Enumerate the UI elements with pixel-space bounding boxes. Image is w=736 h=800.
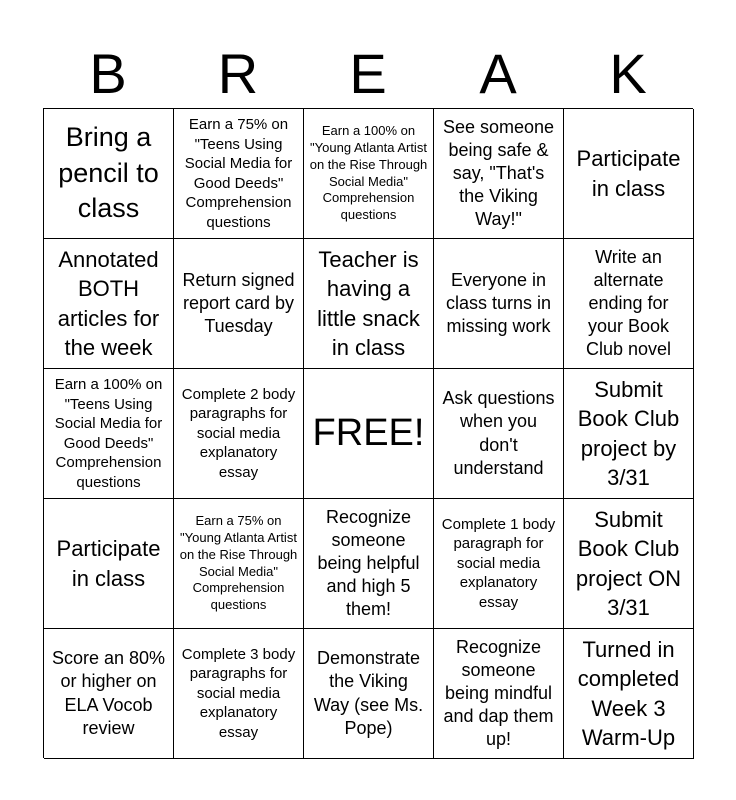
cell-text: Write an alternate ending for your Book Club novel [585,246,672,360]
cell-text: Demonstrate the Viking Way (see Ms. Pope) [313,648,424,738]
cell-text: Score an 80% or higher on ELA Vocob review [51,648,166,738]
cell-text: Return signed report card by Tuesday [182,269,295,337]
bingo-cell[interactable] [304,629,434,759]
cell-text: Complete 3 body paragraphs for social media explanatory essay [181,645,296,741]
cell-text: Turned in completed Week 3 Warm-Up [577,637,680,750]
cell-text: Submit Book Club project ON 3/31 [575,507,682,620]
bingo-cell[interactable] [434,109,564,239]
bingo-cell[interactable] [174,239,304,369]
bingo-cell[interactable] [174,499,304,629]
header-letter-a: A [479,42,517,105]
cell-text: Everyone in class turns in missing work [445,269,552,337]
header-letter-k: K [609,42,647,105]
bingo-cell[interactable] [434,629,564,759]
header-letter-b: B [89,42,127,105]
cell-text: Earn a 100% on "Teens Using Social Media for Good Deeds" Comprehension questions [54,376,163,491]
cell-text: Submit Book Club project by 3/31 [577,377,680,490]
bingo-cell[interactable] [564,239,694,369]
cell-text: Earn a 75% on "Teens Using Social Media for Good Deeds" Comprehension questions [184,116,293,231]
cell-text: Bring a pencil to class [58,121,159,224]
bingo-cell[interactable] [174,369,304,499]
bingo-cell[interactable] [304,239,434,369]
bingo-cell[interactable] [434,499,564,629]
bingo-cell[interactable] [304,499,434,629]
bingo-cell[interactable] [434,239,564,369]
bingo-cell[interactable] [564,499,694,629]
cell-text: Recognize someone being mindful and dap them up! [443,636,554,750]
free-space-text: FREE! [312,411,425,454]
cell-text: Annotated BOTH articles for the week [57,247,160,360]
bingo-cell[interactable] [44,109,174,239]
bingo-cell[interactable] [564,369,694,499]
header-letter-r: R [217,42,259,105]
bingo-cell[interactable] [174,109,304,239]
bingo-cell[interactable] [174,629,304,759]
bingo-header [43,40,693,108]
bingo-cell[interactable] [44,629,174,759]
header-letter-e: E [349,42,387,105]
bingo-cell[interactable] [44,369,174,499]
cell-text: Teacher is having a little snack in class [317,247,420,360]
cell-text: Participate in class [56,536,161,591]
cell-text: Participate in class [576,146,681,201]
cell-text: Complete 2 body paragraphs for social media explanatory essay [181,385,296,481]
bingo-cell[interactable] [44,239,174,369]
cell-text: Recognize someone being helpful and high 5 them! [317,506,420,620]
cell-text: See someone being safe & say, "That's the Viking Way!" [442,116,555,230]
bingo-cell[interactable] [44,499,174,629]
cell-text: Earn a 100% on "Young Atlanta Artist on the Rise Through Social Media" Comprehension questions [309,122,428,223]
cell-text: Earn a 75% on "Young Atlanta Artist on the Rise Through Social Media" Comprehension questions [179,512,298,613]
bingo-grid [43,108,693,758]
cell-text: Complete 1 body paragraph for social media explanatory essay [441,515,556,611]
bingo-cell[interactable] [434,369,564,499]
bingo-cell[interactable] [564,629,694,759]
bingo-cell[interactable] [304,109,434,239]
free-space-cell[interactable] [304,369,434,499]
cell-text: Ask questions when you don't understand [442,388,555,478]
bingo-cell[interactable] [564,109,694,239]
